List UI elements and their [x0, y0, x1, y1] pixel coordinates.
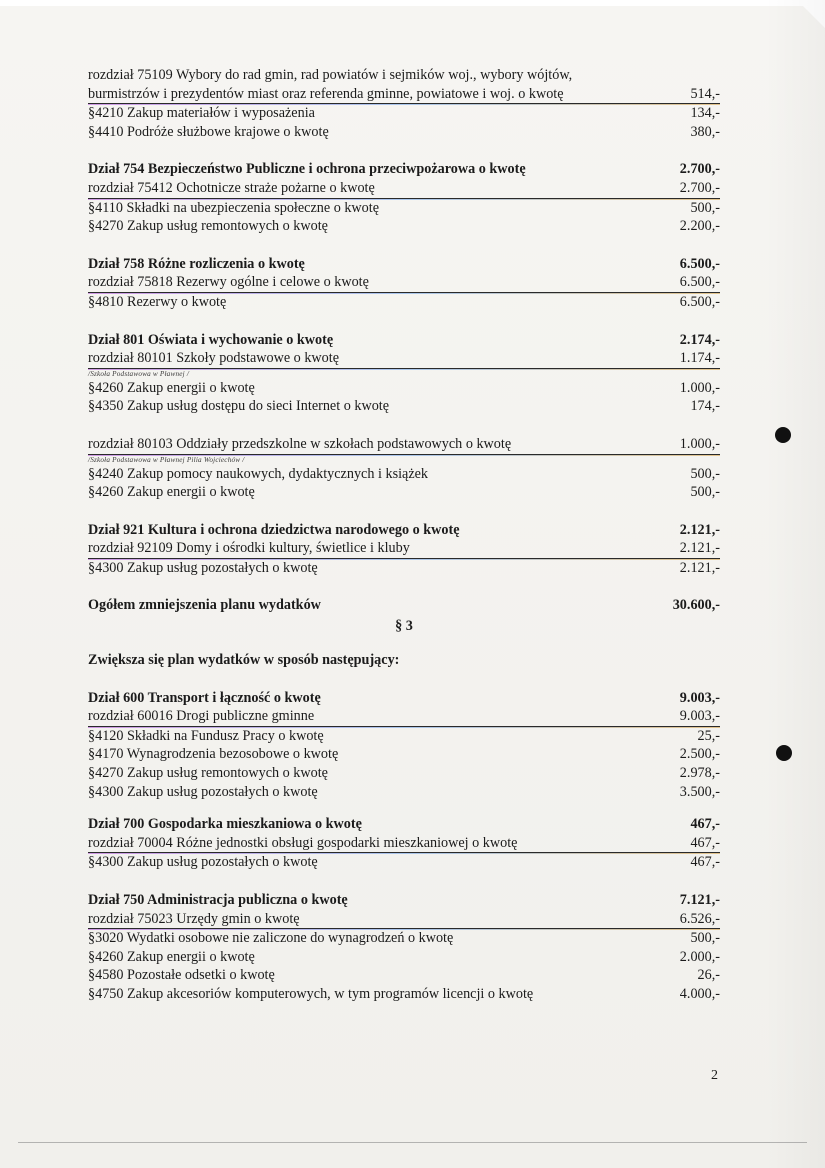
- row-amount: 9.003,-: [679, 708, 720, 725]
- budget-item-row: [88, 483, 720, 502]
- budget-section-row: [88, 331, 720, 350]
- row-label: §4120 Składki na Fundusz Pracy o kwotę: [88, 727, 324, 744]
- row-amount: 2.700,-: [679, 161, 720, 178]
- budget-section-row: [88, 891, 720, 910]
- budget-item-row: [88, 853, 720, 872]
- page-number: 2: [711, 1068, 718, 1083]
- row-amount: 25,-: [697, 727, 720, 744]
- spacer: [88, 502, 720, 521]
- spacer: [88, 141, 720, 160]
- row-label: Dział 754 Bezpieczeństwo Publiczne i ochrona przeciwpożarowa o kwotę: [88, 161, 526, 178]
- row-amount: 2.121,-: [679, 521, 720, 538]
- row-label: Dział 600 Transport i łączność o kwotę: [88, 689, 321, 706]
- page-bottom-rule: [18, 1142, 807, 1143]
- row-amount: 6.500,-: [679, 293, 720, 310]
- budget-item-row: [88, 104, 720, 123]
- spacer: [88, 236, 720, 255]
- row-amount: 134,-: [690, 105, 720, 122]
- budget-item-row: [88, 727, 720, 746]
- budget-item-row: [88, 745, 720, 764]
- budget-chapter-row: [88, 85, 720, 105]
- budget-chapter-row: [88, 273, 720, 293]
- row-label: Dział 750 Administracja publiczna o kwotę: [88, 892, 348, 908]
- budget-item-row: [88, 929, 720, 948]
- row-amount: 2.121,-: [679, 559, 720, 576]
- budget-item-row: [88, 199, 720, 218]
- budget-item-row: [88, 764, 720, 783]
- school-note: /Szkoła Podstawowa w Pławnej /: [88, 369, 190, 378]
- row-label: §4260 Zakup energii o kwotę: [88, 379, 255, 396]
- budget-item-row: [88, 783, 720, 802]
- budget-item-row: [88, 66, 720, 85]
- row-label: §4410 Podróże służbowe krajowe o kwotę: [88, 123, 329, 140]
- row-label: §4300 Zakup usług pozostałych o kwotę: [88, 854, 318, 871]
- row-amount: 2.200,-: [679, 218, 720, 235]
- budget-item-row: [88, 948, 720, 967]
- row-label: §4240 Zakup pomocy naukowych, dydaktycznych i książek: [88, 465, 429, 482]
- row-amount: 2.121,-: [679, 540, 720, 557]
- row-amount: 6.500,-: [679, 274, 720, 291]
- row-label: rozdział 60016 Drogi publiczne gminne: [88, 708, 315, 725]
- row-label: §3020 Wydatki osobowe nie zaliczone do wynagrodzeń o kwotę: [88, 930, 454, 947]
- budget-section-row: [88, 596, 720, 615]
- row-label: Dział 801 Oświata i wychowanie o kwotę: [88, 331, 334, 348]
- row-label: Dział 700 Gospodarka mieszkaniowa o kwotę: [88, 816, 362, 833]
- row-amount: 9.003,-: [679, 689, 720, 706]
- row-amount: 467,-: [690, 816, 720, 833]
- row-label: §4580 Pozostałe odsetki o kwotę: [88, 967, 275, 984]
- row-amount: 2.174,-: [679, 331, 720, 348]
- budget-section-row: [88, 255, 720, 274]
- row-label: Ogółem zmniejszenia planu wydatków: [88, 597, 321, 614]
- budget-section-row: [88, 815, 720, 834]
- budget-section-row: [88, 521, 720, 540]
- budget-chapter-row: [88, 435, 720, 455]
- row-label: Zwiększa się plan wydatków w sposób następujący:: [88, 652, 400, 669]
- row-amount: 6.500,-: [679, 255, 720, 272]
- row-label: §4300 Zakup usług pozostałych o kwotę: [88, 783, 318, 800]
- row-label: §4810 Rezerwy o kwotę: [88, 293, 227, 310]
- row-label: rozdział 70004 Różne jednostki obsługi gospodarki mieszkaniowej o kwotę: [88, 834, 518, 851]
- punch-hole: [776, 745, 792, 761]
- budget-chapter-row: [88, 707, 720, 727]
- row-label: §4170 Wynagrodzenia bezosobowe o kwotę: [88, 746, 339, 763]
- row-amount: 2.978,-: [679, 765, 720, 782]
- budget-item-row: [88, 559, 720, 578]
- row-amount: 2.700,-: [679, 179, 720, 196]
- row-label: §4270 Zakup usług remontowych o kwotę: [88, 765, 328, 782]
- spacer: [88, 637, 720, 651]
- budget-item-row: [88, 379, 720, 398]
- row-label: rozdział 75412 Ochotnicze straże pożarne o kwotę: [88, 179, 375, 196]
- row-label: §4260 Zakup energii o kwotę: [88, 948, 255, 965]
- row-amount: 380,-: [690, 123, 720, 140]
- row-label: rozdział 80103 Oddziały przedszkolne w szkołach podstawowych o kwotę: [88, 435, 512, 452]
- row-amount: 30.600,-: [672, 597, 720, 614]
- row-amount: 3.500,-: [679, 783, 720, 800]
- school-note: /Szkoła Podstawowa w Pławnej Pilia Wojciechów /: [88, 455, 245, 464]
- budget-section-row: [88, 651, 720, 670]
- spacer: [88, 872, 720, 891]
- row-amount: 7.121,-: [679, 892, 720, 908]
- row-label: rozdział 75109 Wybory do rad gmin, rad powiatów i sejmików woj., wybory wójtów,: [88, 67, 573, 83]
- budget-chapter-row: [88, 179, 720, 199]
- row-label: §4110 Składki na ubezpieczenia społeczne o kwotę: [88, 199, 380, 216]
- page-top-edge: [0, 0, 825, 6]
- page-edge-shade: [765, 0, 825, 1168]
- row-label: rozdział 80101 Szkoły podstawowe o kwotę: [88, 350, 339, 367]
- budget-section-row: [88, 689, 720, 708]
- row-amount: 6.526,-: [679, 910, 720, 927]
- budget-chapter-row: [88, 910, 720, 930]
- row-amount: 1.000,-: [679, 379, 720, 396]
- budget-item-row: [88, 217, 720, 236]
- row-amount: 2.000,-: [679, 948, 720, 965]
- row-amount: 500,-: [690, 465, 720, 482]
- row-label: §4260 Zakup energii o kwotę: [88, 484, 255, 501]
- section-heading: § 3: [395, 618, 413, 635]
- row-amount: 500,-: [690, 930, 720, 947]
- row-amount: 2.500,-: [679, 746, 720, 763]
- budget-item-row: [88, 397, 720, 416]
- budget-chapter-row: [88, 539, 720, 559]
- spacer: [88, 416, 720, 435]
- row-amount: 174,-: [690, 398, 720, 415]
- row-label: rozdział 75023 Urzędy gmin o kwotę: [88, 910, 300, 927]
- budget-section-row: [88, 160, 720, 179]
- budget-item-row: [88, 293, 720, 312]
- row-amount: 467,-: [690, 834, 720, 851]
- row-amount: 1.174,-: [679, 350, 720, 367]
- row-label: §4270 Zakup usług remontowych o kwotę: [88, 218, 328, 235]
- row-label: rozdział 92109 Domy i ośrodki kultury, świetlice i kluby: [88, 540, 410, 557]
- row-amount: 26,-: [697, 967, 720, 984]
- row-amount: 1.000,-: [679, 435, 720, 452]
- row-amount: 500,-: [690, 484, 720, 501]
- spacer: [88, 801, 720, 815]
- row-label: §4300 Zakup usług pozostałych o kwotę: [88, 559, 318, 576]
- row-amount: 514,-: [690, 85, 720, 102]
- document-body: [88, 66, 720, 1004]
- row-amount: 500,-: [690, 199, 720, 216]
- row-label: §4210 Zakup materiałów i wyposażenia: [88, 105, 315, 122]
- budget-item-row: [88, 966, 720, 985]
- spacer: [88, 577, 720, 596]
- row-label: §4750 Zakup akcesoriów komputerowych, w tym programów licencji o kwotę: [88, 985, 534, 1002]
- spacer: [88, 312, 720, 331]
- row-label: Dział 921 Kultura i ochrona dziedzictwa narodowego o kwotę: [88, 521, 460, 538]
- budget-chapter-row: [88, 349, 720, 369]
- row-label: Dział 758 Różne rozliczenia o kwotę: [88, 255, 305, 272]
- row-amount: 4.000,-: [679, 985, 720, 1002]
- row-amount: 467,-: [690, 854, 720, 871]
- row-label: rozdział 75818 Rezerwy ogólne i celowe o kwotę: [88, 274, 369, 291]
- spacer: [88, 670, 720, 689]
- punch-hole: [775, 427, 791, 443]
- budget-item-row: [88, 123, 720, 142]
- row-label: §4350 Zakup usług dostępu do sieci Internet o kwotę: [88, 398, 390, 415]
- budget-item-row: [88, 985, 720, 1004]
- row-label: burmistrzów i prezydentów miast oraz referenda gminne, powiatowe i woj. o kwotę: [88, 85, 564, 102]
- budget-chapter-row: [88, 834, 720, 854]
- budget-item-row: [88, 465, 720, 484]
